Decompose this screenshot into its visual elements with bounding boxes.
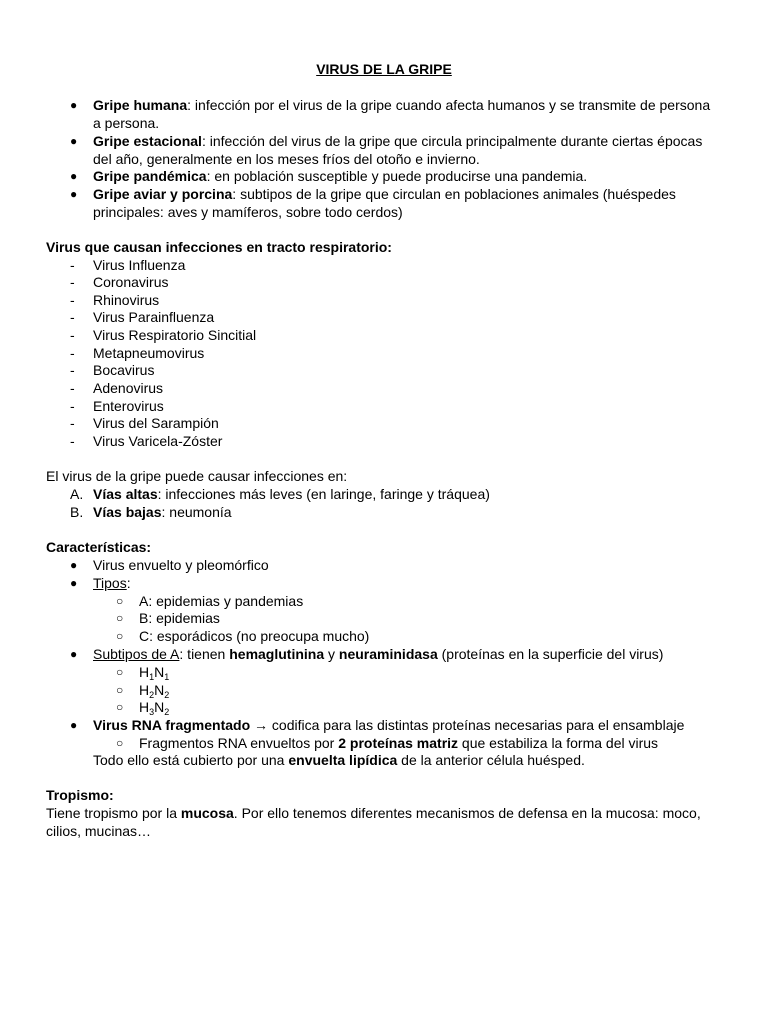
text: . Por ello tenemos diferentes mecanismos de defensa en la mucosa: moco, bbox=[233, 805, 701, 821]
text: Todo ello está cubierto por una bbox=[93, 752, 289, 768]
section-heading-respiratorio: Virus que causan infecciones en tracto respiratorio: bbox=[46, 239, 392, 255]
circle-bullet-icon: ○ bbox=[116, 611, 124, 625]
tipo-item: C: esporádicos (no preocupa mucho) bbox=[139, 628, 370, 644]
bullet-icon: ● bbox=[70, 98, 78, 112]
circle-bullet-icon: ○ bbox=[116, 736, 124, 750]
term: neuraminidasa bbox=[338, 646, 438, 662]
definition-gripe-humana bbox=[93, 96, 710, 114]
dash-marker: - bbox=[70, 274, 75, 290]
dash-marker: - bbox=[70, 309, 75, 325]
dash-marker: - bbox=[70, 257, 75, 273]
list-item: Virus del Sarampión bbox=[93, 415, 219, 431]
term: Virus RNA fragmentado bbox=[93, 717, 251, 733]
definition-text: : subtipos de la gripe que circulan en poblaciones animales (huéspedes bbox=[232, 186, 676, 202]
definition-continuation: principales: aves y mamíferos, sobre todo cerdos) bbox=[93, 204, 403, 220]
text: y bbox=[324, 646, 339, 662]
list-item: Metapneumovirus bbox=[93, 345, 205, 361]
infecciones-intro: El virus de la gripe puede causar infecciones en: bbox=[46, 468, 348, 484]
dash-marker: - bbox=[70, 327, 75, 343]
text: (proteínas en la superficie del virus) bbox=[437, 646, 664, 662]
list-item: Virus Parainfluenza bbox=[93, 309, 215, 325]
text: N bbox=[154, 699, 165, 715]
subscript: 2 bbox=[164, 690, 170, 700]
subtype-formula bbox=[139, 681, 169, 699]
text: H bbox=[139, 682, 150, 698]
envuelta-line bbox=[93, 751, 585, 769]
text: N bbox=[154, 682, 165, 698]
definition-gripe-aviar bbox=[93, 185, 676, 203]
dash-marker: - bbox=[70, 380, 75, 396]
list-marker-a: A. bbox=[70, 486, 84, 502]
term: hemaglutinina bbox=[229, 646, 325, 662]
page-title: VIRUS DE LA GRIPE bbox=[316, 61, 452, 77]
definition-text: : infección del virus de la gripe que circula principalmente durante ciertas épocas bbox=[201, 133, 703, 149]
caracteristica-subtipos bbox=[93, 645, 663, 663]
circle-bullet-icon: ○ bbox=[116, 594, 124, 608]
text: N bbox=[154, 664, 165, 680]
tipo-item: A: epidemias y pandemias bbox=[139, 593, 304, 609]
term: mucosa bbox=[180, 805, 234, 821]
definition-continuation: del año, generalmente en los meses fríos del otoño e invierno. bbox=[93, 151, 480, 167]
bullet-icon: ● bbox=[70, 187, 78, 201]
term: Vías altas bbox=[93, 486, 158, 502]
fragmentos-item bbox=[139, 734, 658, 752]
term: Gripe pandémica bbox=[93, 168, 207, 184]
list-item: Adenovirus bbox=[93, 380, 164, 396]
list-item: Rhinovirus bbox=[93, 292, 160, 308]
text: Tiene tropismo por la bbox=[46, 805, 181, 821]
section-heading-caracteristicas: Características: bbox=[46, 539, 152, 555]
list-item: Coronavirus bbox=[93, 274, 169, 290]
bullet-icon: ● bbox=[70, 169, 78, 183]
text: Fragmentos RNA envueltos por bbox=[139, 735, 339, 751]
subscript: 1 bbox=[149, 672, 155, 682]
subtype-formula bbox=[139, 698, 169, 716]
definition-continuation: a persona. bbox=[93, 115, 160, 131]
text: → codifica para las distintas proteínas necesarias para el ensamblaje bbox=[250, 717, 685, 733]
text: que estabiliza la forma del virus bbox=[458, 735, 659, 751]
tropismo-continuation: cilios, mucinas… bbox=[46, 823, 152, 839]
bullet-icon: ● bbox=[70, 134, 78, 148]
definition-text: : infecciones más leves (en laringe, faringe y tráquea) bbox=[157, 486, 490, 502]
circle-bullet-icon: ○ bbox=[116, 629, 124, 643]
text: H bbox=[139, 699, 150, 715]
list-item: Virus Respiratorio Sincitial bbox=[93, 327, 257, 343]
definition-text: : neumonía bbox=[161, 504, 232, 520]
text: : tienen bbox=[179, 646, 230, 662]
caracteristica-envuelto: Virus envuelto y pleomórfico bbox=[93, 557, 269, 573]
bullet-icon: ● bbox=[70, 558, 78, 572]
term: 2 proteínas matriz bbox=[338, 735, 459, 751]
dash-marker: - bbox=[70, 433, 75, 449]
list-item: Enterovirus bbox=[93, 398, 164, 414]
colon: : bbox=[126, 575, 131, 591]
definition-gripe-pandemica bbox=[93, 167, 587, 185]
text: H bbox=[139, 664, 150, 680]
caracteristica-tipos bbox=[93, 574, 131, 592]
term: Gripe aviar y porcina bbox=[93, 186, 233, 202]
term: Gripe estacional bbox=[93, 133, 202, 149]
bullet-icon: ● bbox=[70, 647, 78, 661]
dash-marker: - bbox=[70, 415, 75, 431]
circle-bullet-icon: ○ bbox=[116, 683, 124, 697]
subscript: 2 bbox=[164, 707, 170, 717]
term: envuelta lipídica bbox=[288, 752, 398, 768]
tipos-label: Tipos bbox=[93, 575, 127, 591]
circle-bullet-icon: ○ bbox=[116, 700, 124, 714]
tropismo-text bbox=[46, 804, 701, 822]
caracteristica-rna bbox=[93, 716, 684, 734]
circle-bullet-icon: ○ bbox=[116, 665, 124, 679]
subscript: 2 bbox=[149, 690, 155, 700]
definition-text: : infección por el virus de la gripe cuando afecta humanos y se transmite de persona bbox=[187, 97, 711, 113]
infeccion-vias-altas bbox=[93, 485, 490, 503]
subtype-formula bbox=[139, 663, 169, 681]
term: Vías bajas bbox=[93, 504, 162, 520]
dash-marker: - bbox=[70, 345, 75, 361]
subscript: 3 bbox=[149, 707, 155, 717]
list-item: Virus Varicela-Zóster bbox=[93, 433, 223, 449]
definition-gripe-estacional bbox=[93, 132, 702, 150]
definition-text: : en población susceptible y puede producirse una pandemia. bbox=[206, 168, 588, 184]
term: Gripe humana bbox=[93, 97, 188, 113]
section-heading-tropismo: Tropismo: bbox=[46, 787, 114, 803]
list-marker-b: B. bbox=[70, 504, 84, 520]
bullet-icon: ● bbox=[70, 576, 78, 590]
list-item: Bocavirus bbox=[93, 362, 155, 378]
bullet-icon: ● bbox=[70, 718, 78, 732]
infeccion-vias-bajas bbox=[93, 503, 232, 521]
tipo-item: B: epidemias bbox=[139, 610, 220, 626]
dash-marker: - bbox=[70, 398, 75, 414]
dash-marker: - bbox=[70, 362, 75, 378]
text: de la anterior célula huésped. bbox=[397, 752, 585, 768]
dash-marker: - bbox=[70, 292, 75, 308]
subtipos-label: Subtipos de A bbox=[93, 646, 180, 662]
list-item: Virus Influenza bbox=[93, 257, 186, 273]
subscript: 1 bbox=[164, 672, 170, 682]
